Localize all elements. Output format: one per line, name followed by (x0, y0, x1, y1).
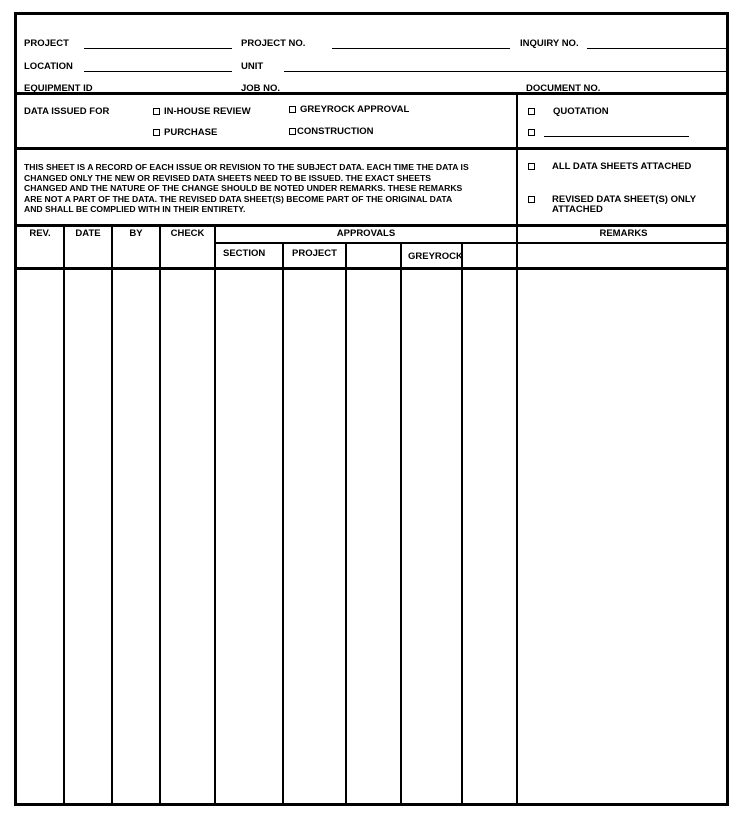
location-field[interactable] (84, 71, 232, 72)
notice-line: CHANGED ONLY THE NEW OR REVISED DATA SHEETS NEED TO BE ISSUED. THE EXACT SHEETS (24, 172, 431, 183)
divider (17, 92, 726, 95)
greyrock-header: GREYROCK (408, 251, 463, 262)
project-no-label: PROJECT NO. (241, 38, 306, 49)
document-no-label: DOCUMENT NO. (526, 83, 601, 94)
purchase-checkbox[interactable] (153, 129, 160, 136)
revised-only-label: REVISED DATA SHEET(S) ONLY (552, 194, 697, 205)
column-line (63, 224, 65, 806)
column-line (345, 243, 347, 806)
notice-text (24, 162, 514, 215)
greyrock-approval-checkbox[interactable] (289, 106, 296, 113)
all-sheets-label: ALL DATA SHEETS ATTACHED (552, 161, 692, 172)
job-no-label: JOB NO. (241, 83, 281, 94)
column-line (214, 224, 216, 806)
quotation-checkbox[interactable] (528, 108, 535, 115)
notice-line: AND SHALL BE COMPLIED WITH IN THEIR ENTIRETY. (24, 204, 246, 214)
rev-header: REV. (29, 228, 51, 239)
section-header: SECTION (223, 248, 266, 259)
header-bottom (17, 267, 726, 270)
revised-only-label-2: ATTACHED (552, 204, 603, 215)
date-header: DATE (75, 228, 101, 239)
data-issued-for-label: DATA ISSUED FOR (24, 106, 110, 117)
check-header: CHECK (170, 228, 205, 239)
divider (17, 147, 726, 150)
greyrock-approval-label: GREYROCK APPROVAL (300, 104, 410, 115)
column-line (159, 224, 161, 806)
remarks-header: REMARKS (599, 228, 648, 239)
purchase-label: PURCHASE (164, 127, 218, 138)
column-line (111, 224, 113, 806)
in-house-review-checkbox[interactable] (153, 108, 160, 115)
in-house-review-label: IN-HOUSE REVIEW (164, 106, 251, 117)
construction-checkbox[interactable] (289, 128, 296, 135)
divider (17, 224, 726, 227)
project-label: PROJECT (24, 38, 69, 49)
unit-label: UNIT (241, 61, 264, 72)
location-label: LOCATION (24, 61, 73, 72)
column-line (400, 243, 402, 806)
approvals-divider (214, 242, 726, 244)
column-line (516, 95, 518, 806)
project-header: PROJECT (292, 248, 337, 259)
project-field[interactable] (84, 48, 232, 49)
project-no-field[interactable] (332, 48, 510, 49)
unit-field[interactable] (284, 71, 727, 72)
notice-line: CHANGED AND THE NATURE OF THE CHANGE SHOULD BE NOTED UNDER REMARKS. THESE REMARKS (24, 183, 463, 193)
all-sheets-checkbox[interactable] (528, 163, 535, 170)
other-field[interactable] (544, 136, 689, 137)
notice-line: THIS SHEET IS A RECORD OF EACH ISSUE OR REVISION TO THE SUBJECT DATA. EACH TIME THE DATA IS (24, 162, 469, 172)
quotation-label: QUOTATION (553, 106, 609, 117)
equipment-id-label: EQUIPMENT ID (24, 83, 93, 94)
by-header: BY (129, 228, 143, 239)
approvals-header: APPROVALS (336, 228, 396, 239)
revision-record-form (14, 12, 729, 806)
column-line (461, 243, 463, 806)
column-line (282, 243, 284, 806)
notice-line: ARE NOT A PART OF THE DATA. THE REVISED DATA SHEET(S) BECOME PART OF THE ORIGINAL DATA (24, 193, 453, 204)
inquiry-no-field[interactable] (587, 48, 727, 49)
other-checkbox[interactable] (528, 129, 535, 136)
inquiry-no-label: INQUIRY NO. (520, 38, 579, 49)
revised-only-checkbox[interactable] (528, 196, 535, 203)
construction-label: CONSTRUCTION (297, 126, 374, 137)
